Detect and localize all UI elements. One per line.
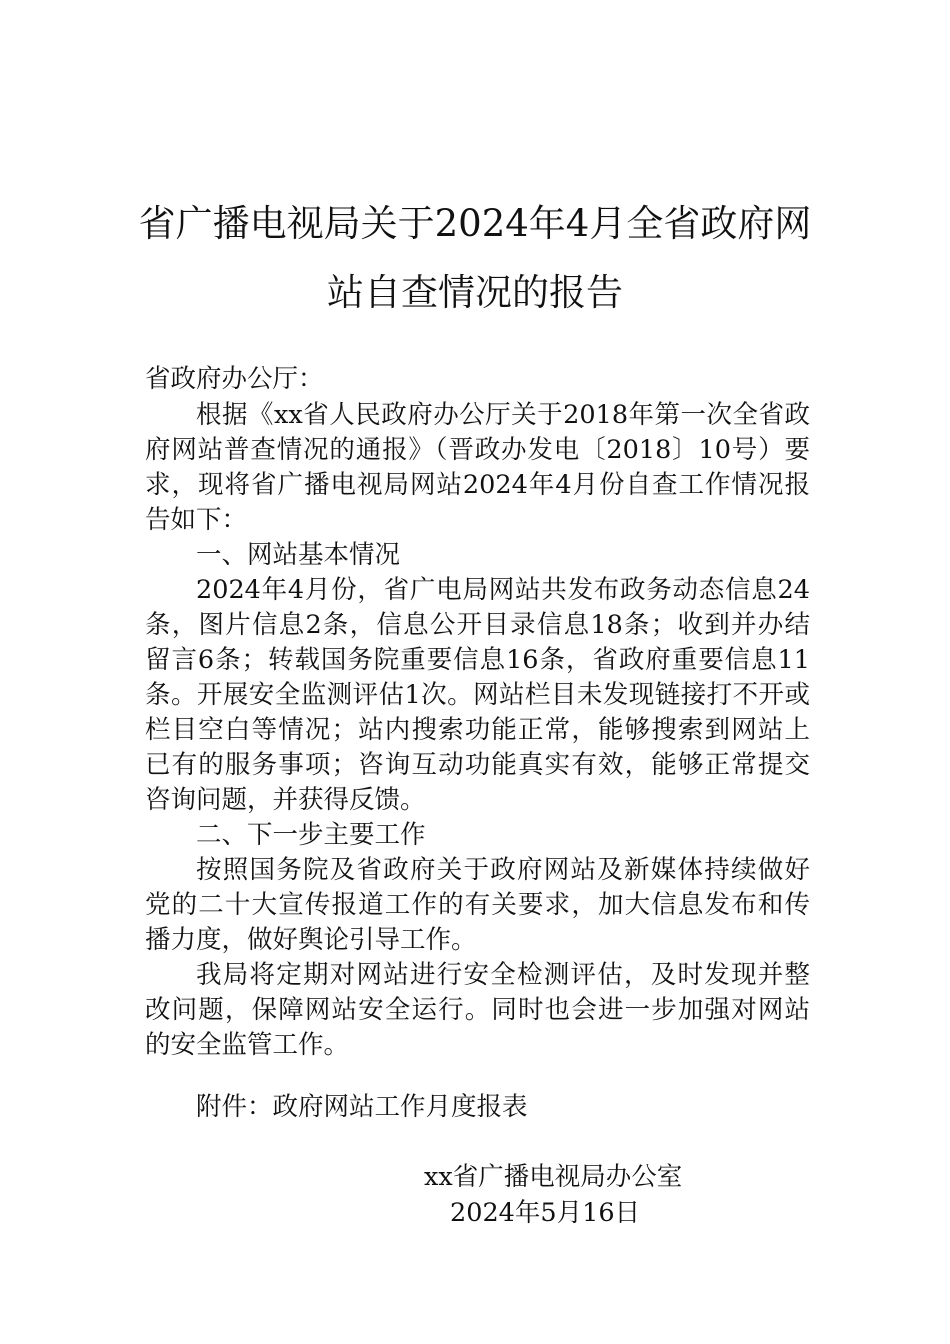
paragraph-line: 的安全监管工作。 <box>145 1030 350 1060</box>
paragraph-line: 求，现将省广播电视局网站2024年4月份自查工作情况报 <box>145 470 810 500</box>
section-heading-2: 二、下一步主要工作 <box>196 820 426 850</box>
paragraph-line: 府网站普查情况的通报》（晋政办发电〔2018〕10号）要 <box>145 435 810 465</box>
paragraph-line: 按照国务院及省政府关于政府网站及新媒体持续做好 <box>196 855 810 885</box>
paragraph-line: 我局将定期对网站进行安全检测评估，及时发现并整 <box>196 960 810 990</box>
attachment-note: 附件：政府网站工作月度报表 <box>196 1092 528 1122</box>
signature-organization: xx省广播电视局办公室 <box>424 1162 683 1192</box>
paragraph-line: 条。开展安全监测评估1次。网站栏目未发现链接打不开或 <box>145 680 810 710</box>
paragraph-line: 告如下： <box>145 505 248 535</box>
section-heading-1: 一、网站基本情况 <box>196 540 401 570</box>
document-title-line-2: 站自查情况的报告 <box>327 271 623 314</box>
paragraph-line: 咨询问题，并获得反馈。 <box>145 785 426 815</box>
document-title-line-1: 省广播电视局关于2024年4月全省政府网 <box>138 202 812 245</box>
paragraph-line: 条，图片信息2条，信息公开目录信息18条；收到并办结 <box>145 610 810 640</box>
paragraph-line: 党的二十大宣传报道工作的有关要求，加大信息发布和传 <box>145 890 810 920</box>
paragraph-line: 留言6条；转载国务院重要信息16条，省政府重要信息11 <box>145 645 810 675</box>
salutation: 省政府办公厅： <box>145 364 324 394</box>
paragraph-line: 播力度，做好舆论引导工作。 <box>145 925 477 955</box>
signature-date: 2024年5月16日 <box>450 1198 641 1228</box>
paragraph-line: 根据《xx省人民政府办公厅关于2018年第一次全省政 <box>196 400 810 430</box>
paragraph-line: 栏目空白等情况；站内搜索功能正常，能够搜索到网站上 <box>145 715 810 745</box>
paragraph-line: 改问题，保障网站安全运行。同时也会进一步加强对网站 <box>145 995 810 1025</box>
paragraph-line: 已有的服务事项；咨询互动功能真实有效，能够正常提交 <box>145 750 810 780</box>
paragraph-line: 2024年4月份，省广电局网站共发布政务动态信息24 <box>196 575 810 605</box>
